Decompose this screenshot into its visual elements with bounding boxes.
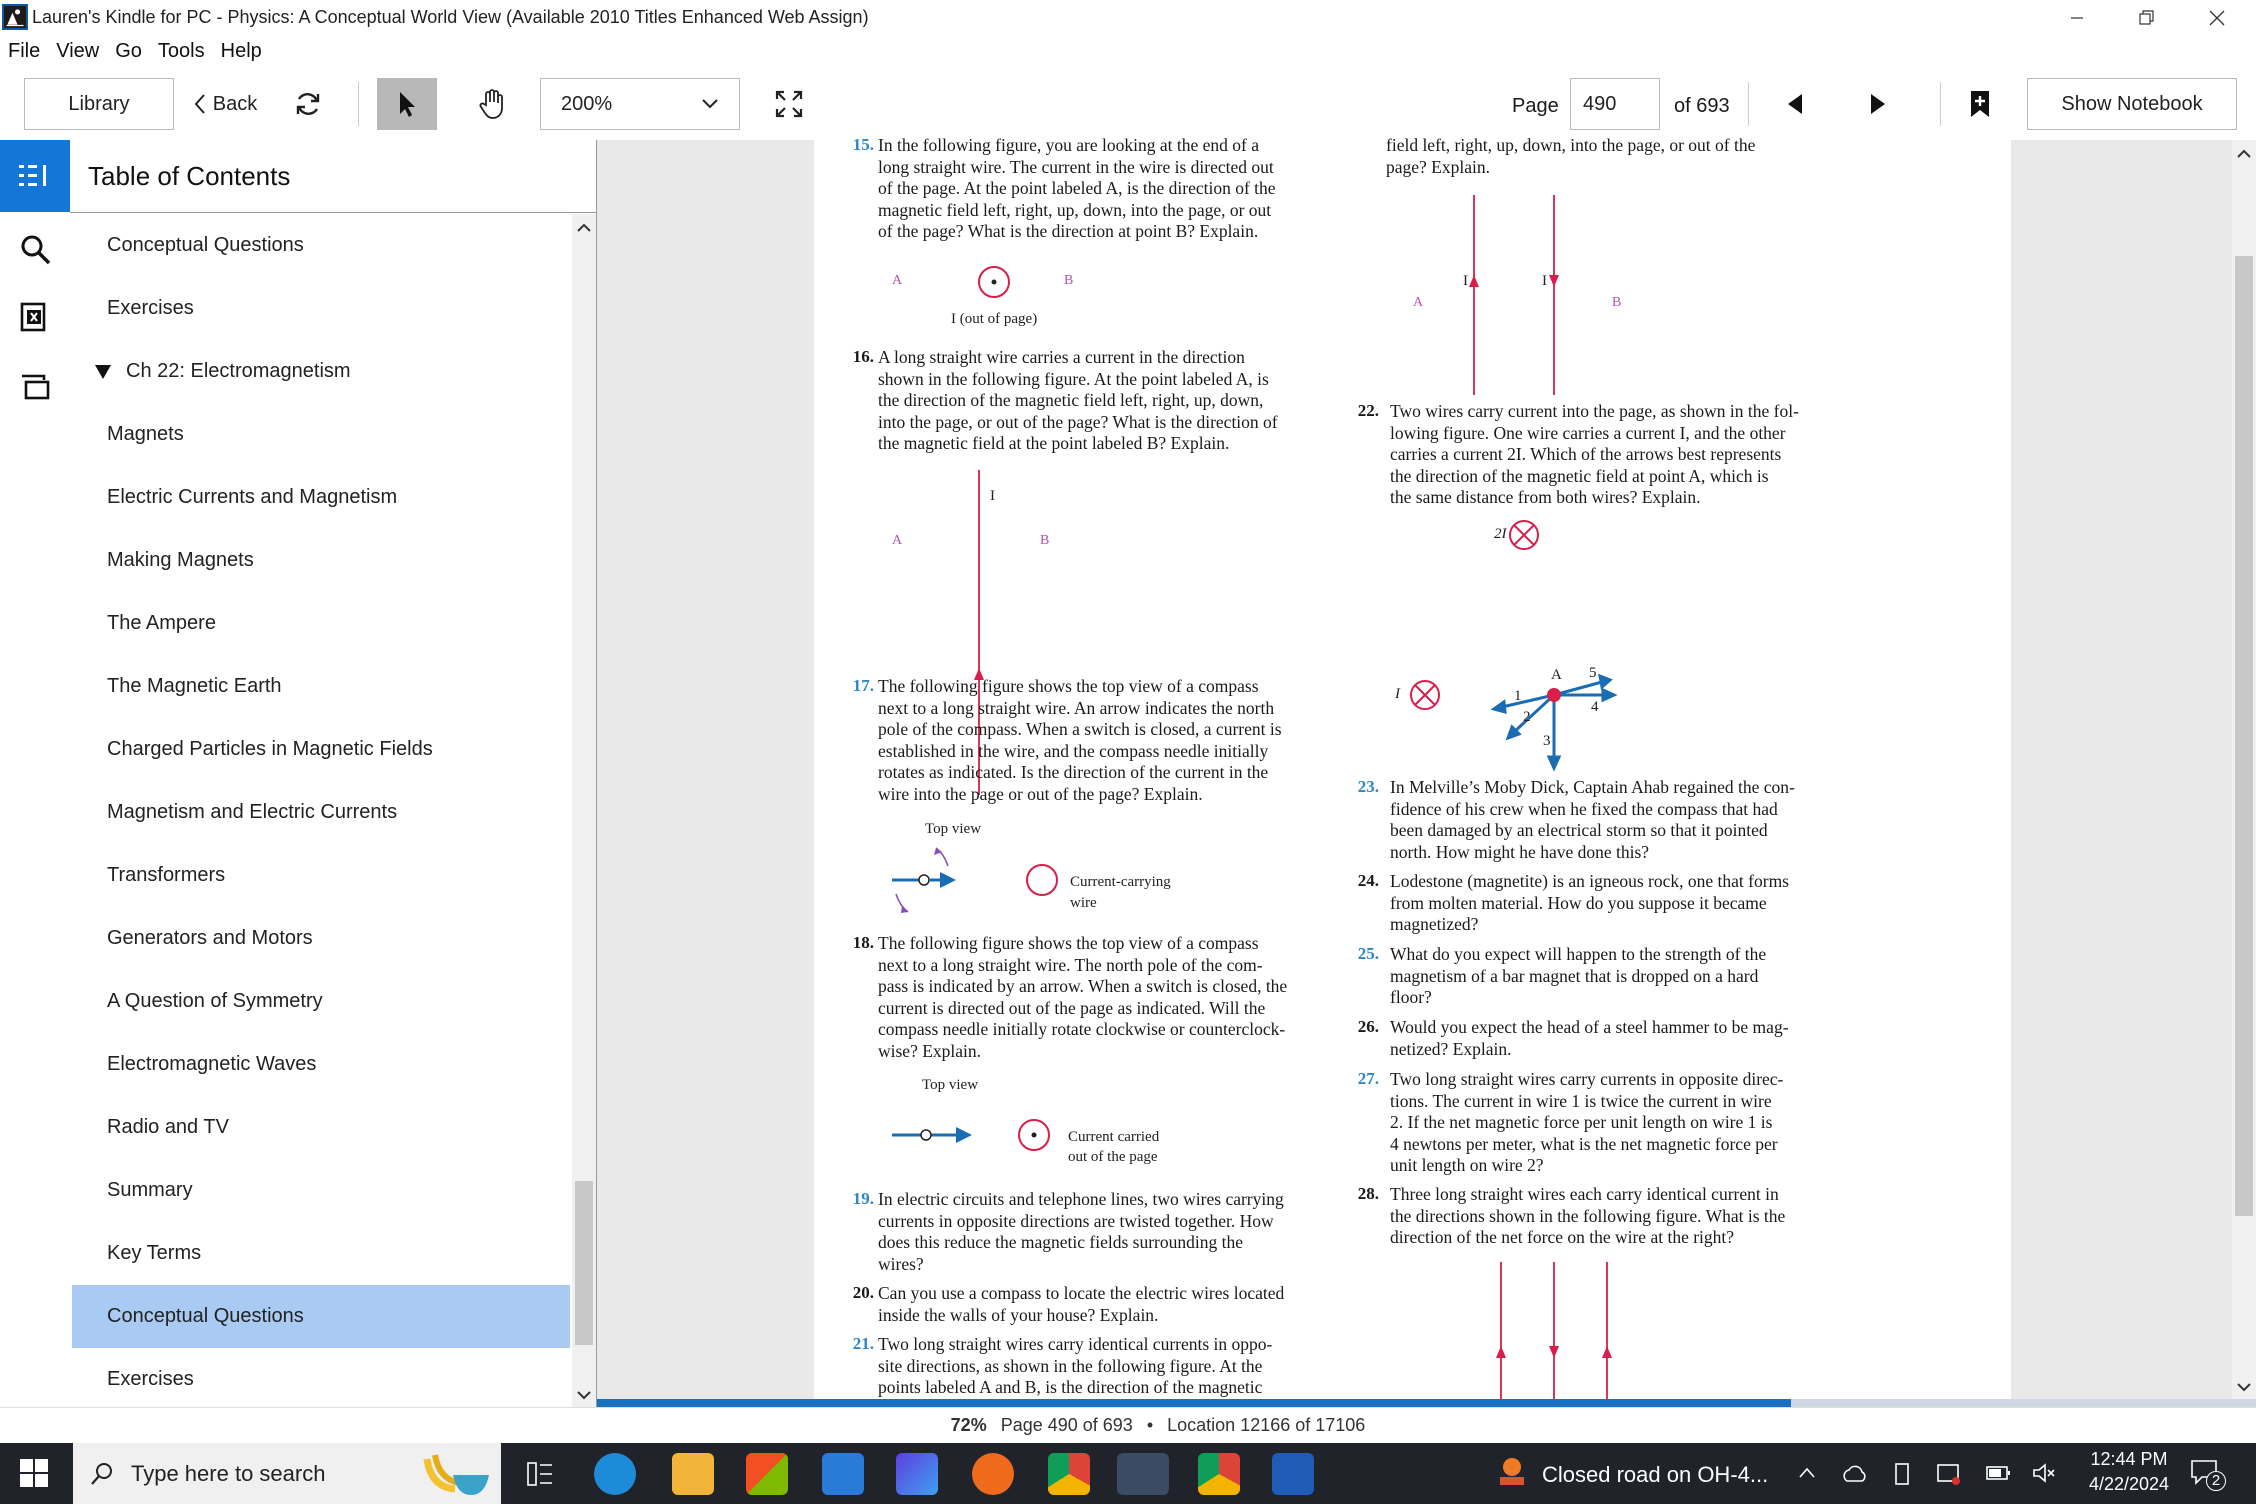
toc-item-conceptual-questions-current[interactable]: Conceptual Questions — [72, 1285, 570, 1348]
toc-list-icon — [19, 162, 51, 190]
wire-label: Current-carrying — [1070, 874, 1171, 890]
status-separator: • — [1146, 1415, 1154, 1435]
question-number: 15. — [852, 135, 874, 154]
toolbar-divider — [1940, 82, 1941, 126]
search-icon[interactable] — [18, 232, 52, 266]
page-status: Page 490 of 693 — [1000, 1415, 1133, 1435]
toc-header: Table of Contents — [70, 140, 596, 213]
battery-icon[interactable] — [1986, 1465, 2012, 1481]
chrome-icon[interactable] — [1048, 1453, 1090, 1495]
clock-time: 12:44 PM — [2090, 1449, 2168, 1469]
question-28-text: Three long straight wires each carry identical current in the directions shown in the following figure. What is the direction of the net force on the wire at the right? — [1390, 1184, 1786, 1248]
figure-label: out of the page — [1068, 1149, 1158, 1165]
current-label: I — [1542, 273, 1547, 289]
chrome-profile-icon[interactable] — [1198, 1453, 1240, 1495]
question-number: 25. — [1357, 944, 1379, 963]
kindle-taskbar-icon[interactable] — [1117, 1453, 1169, 1495]
flashcards-icon[interactable] — [18, 300, 52, 334]
kindle-app-icon — [2, 4, 28, 30]
minimize-icon — [2069, 10, 2085, 26]
wire-into-page-i — [1408, 678, 1442, 712]
triangle-left-icon — [1786, 92, 1804, 116]
progress-percent: 72% — [950, 1415, 987, 1435]
point-b-label: B — [1040, 533, 1050, 548]
current-i-label: I — [1395, 686, 1400, 702]
title-bar — [0, 0, 2256, 36]
toolbar — [0, 68, 2256, 140]
question-16-text: A long straight wire carries a current in the direction shown in the following figure. At the point labeled A, is the direction of the magnetic field left, right, up, down, into the page, or out of the page? What is the direction of the magnetic field at the point labeled B? Explain. — [878, 347, 1278, 454]
restore-icon — [2138, 9, 2156, 27]
fullscreen-button[interactable] — [768, 82, 810, 126]
question-26-text: Would you expect the head of a steel hammer to be mag- netized? Explain. — [1390, 1017, 1789, 1059]
question-number: 26. — [1357, 1017, 1379, 1036]
toc-item-transformers[interactable]: Transformers — [107, 864, 226, 886]
library-button[interactable]: Library — [24, 78, 174, 130]
wire-into-page-2i — [1507, 518, 1541, 552]
toc-item-summary[interactable]: Summary — [107, 1179, 193, 1201]
menu-go[interactable]: Go — [115, 40, 142, 62]
compass-out-of-page-figure — [892, 1110, 1092, 1160]
question-24-text: Lodestone (magnetite) is an igneous rock, one that forms from molten material. How do you suppose it became magnetized? — [1390, 871, 1789, 935]
toc-chapter-label: Ch 22: Electromagnetism — [126, 360, 351, 382]
scroll-down-icon[interactable] — [2232, 1377, 2256, 1397]
question-22-text: Two wires carry current into the page, as shown in the fol- lowing figure. One wire carries a current I, and the other carries a current 2I. Which of the arrows best represents the direction of the magnetic field at point A, which is the same distance from both wires? Explain. — [1390, 401, 1799, 508]
question-number: 19. — [852, 1189, 874, 1208]
toc-scroll-thumb[interactable] — [575, 1181, 593, 1345]
toc-item-exercises-2[interactable]: Exercises — [107, 1368, 194, 1390]
toc-item-symmetry[interactable]: A Question of Symmetry — [107, 990, 323, 1012]
toc-list — [72, 214, 570, 1407]
two-wires-opposite-figure — [1414, 195, 1614, 395]
edge-browser-icon[interactable] — [594, 1453, 636, 1495]
traffic-alert-icon[interactable] — [1494, 1455, 1530, 1491]
page-total: of 693 — [1674, 95, 1730, 117]
three-wires-figure — [1474, 1262, 1634, 1400]
sync-icon — [293, 89, 323, 119]
page-number-input[interactable]: 490 — [1570, 78, 1660, 130]
arrow-1-label: 1 — [1514, 688, 1522, 704]
question-number: 24. — [1357, 871, 1379, 890]
security-alert-icon[interactable] — [1936, 1461, 1962, 1487]
search-placeholder: Type here to search — [131, 1460, 326, 1486]
next-page-button[interactable] — [1858, 82, 1898, 126]
status-line — [0, 1407, 2256, 1443]
compass-rotating-figure — [892, 840, 1092, 920]
sidebar-rail — [0, 140, 70, 1407]
menu-tools[interactable]: Tools — [157, 40, 205, 62]
toc-item-making-magnets[interactable]: Making Magnets — [107, 549, 254, 571]
news-widget-text[interactable]: Closed road on OH-4... — [1542, 1462, 1769, 1487]
question-number: 18. — [852, 933, 874, 952]
reader-area — [597, 135, 2256, 1407]
chevron-up-icon[interactable] — [1797, 1465, 1817, 1481]
word-icon[interactable] — [1272, 1453, 1314, 1495]
toc-panel — [70, 140, 597, 1407]
question-number: 22. — [1357, 401, 1379, 420]
point-a-label: A — [892, 533, 903, 548]
clock-date: 4/22/2024 — [2088, 1474, 2170, 1494]
firefox-icon[interactable] — [972, 1453, 1014, 1495]
question-19-text: In electric circuits and telephone lines, two wires carrying currents in opposite directions are twisted together. How does this reduce the magnetic fields surrounding the wires? — [878, 1189, 1284, 1274]
cursor-arrow-icon — [395, 90, 419, 118]
windows-start-button[interactable] — [20, 1459, 48, 1492]
question-21-continued: field left, right, up, down, into the page, or out of the page? Explain. — [1386, 135, 1756, 177]
bookmark-plus-icon — [1969, 89, 1991, 119]
menu-view[interactable]: View — [56, 40, 100, 62]
question-number: 20. — [852, 1283, 874, 1302]
toc-item-radio-tv[interactable]: Radio and TV — [107, 1116, 229, 1138]
previous-page-button[interactable] — [1775, 82, 1815, 126]
toc-item-magnetism-currents[interactable]: Magnetism and Electric Currents — [107, 801, 398, 823]
triangle-right-icon — [1869, 92, 1887, 116]
windows-logo-icon — [20, 1459, 48, 1487]
windows-taskbar — [0, 1443, 2256, 1504]
notification-count-badge: 2 — [2206, 1471, 2226, 1491]
arrow-2-label: 2 — [1523, 709, 1531, 725]
speaker-muted-icon[interactable] — [2032, 1462, 2058, 1484]
wire-out-of-page-figure — [976, 264, 1012, 300]
reader-scroll-thumb[interactable] — [2235, 256, 2253, 1216]
question-18-text: The following figure shows the top view of a compass next to a long straight wire. The north pole of the com- pass is indicated by an arrow. When a switch is closed, the current is directed out of the page as indicated. Will the compass needle initially rotate clockwise or counterclock- wise? Explain. — [878, 933, 1288, 1061]
scroll-down-icon[interactable] — [572, 1385, 596, 1405]
toc-item-ampere[interactable]: The Ampere — [107, 612, 216, 634]
point-a-label: A — [892, 273, 903, 288]
menu-bar — [0, 36, 2256, 68]
toc-item-charged-particles[interactable]: Charged Particles in Magnetic Fields — [107, 738, 433, 760]
mail-icon[interactable] — [822, 1453, 864, 1495]
scroll-up-icon[interactable] — [2232, 144, 2256, 164]
figure-label: Current carried — [1068, 1129, 1160, 1145]
book-page — [814, 135, 2011, 1400]
question-number: 16. — [852, 347, 874, 366]
question-27-text: Two long straight wires carry currents in opposite direc- tions. The current in wire 1 is twice the current in wire 2. If the net magnetic force per unit length on wire 1 is 4 newtons per meter, what is the net magnetic force per unit length on wire 2? — [1390, 1069, 1784, 1176]
zoom-value: 200% — [561, 92, 613, 115]
taskbar-search-box[interactable] — [73, 1443, 501, 1504]
current-2i-label: 2I — [1494, 526, 1507, 542]
top-view-label: Top view — [922, 1077, 979, 1093]
point-b-label: B — [1064, 273, 1074, 288]
task-view-icon[interactable] — [526, 1461, 554, 1487]
toolbar-divider — [1748, 82, 1749, 126]
toc-item-ch22[interactable] — [72, 340, 570, 403]
arrow-3-label: 3 — [1543, 733, 1551, 749]
arrow-5-label: 5 — [1589, 665, 1597, 681]
reading-progress-bar[interactable] — [597, 1399, 2256, 1407]
question-21-text: Two long straight wires carry identical currents in oppo- site directions, as shown in the following figure. At the points labeled A and B, is the direction of the magnetic — [878, 1334, 1273, 1398]
scroll-up-icon[interactable] — [572, 218, 596, 238]
window-title: Lauren's Kindle for PC - Physics: A Conceptual World View (Available 2010 Titles Enhanced Web Assign) — [32, 7, 869, 27]
question-25-text: What do you expect will happen to the strength of the magnetism of a bar magnet that is dropped on a hard floor? — [1390, 944, 1767, 1008]
field-arrows-figure — [1474, 660, 1624, 780]
copilot-icon[interactable] — [896, 1453, 938, 1495]
question-number: 23. — [1357, 777, 1379, 796]
toc-item-magnetic-earth[interactable]: The Magnetic Earth — [107, 675, 282, 697]
notification-center-button[interactable] — [2190, 1459, 2224, 1489]
restore-button[interactable] — [2112, 0, 2182, 36]
toc-scrollbar[interactable] — [572, 214, 596, 1407]
hand-tool-button[interactable] — [462, 78, 522, 130]
page-label: Page — [1512, 95, 1559, 117]
show-notebook-button[interactable]: Show Notebook — [2027, 78, 2237, 130]
menu-help[interactable]: Help — [220, 40, 262, 62]
top-view-label: Top view — [925, 821, 982, 837]
triangle-down-icon[interactable] — [94, 364, 112, 380]
cloud-sync-icon[interactable] — [1841, 1463, 1869, 1485]
figure-caption: I (out of page) — [951, 311, 1038, 327]
reading-progress-fill — [597, 1399, 1791, 1407]
add-bookmark-button[interactable] — [1960, 82, 2000, 126]
toc-item-generators[interactable]: Generators and Motors — [107, 927, 313, 949]
toc-item-magnets[interactable]: Magnets — [107, 423, 184, 445]
reader-scrollbar[interactable] — [2232, 140, 2256, 1399]
device-icon[interactable] — [1890, 1462, 1914, 1486]
current-label: I — [1463, 273, 1468, 289]
notebook-cards-icon[interactable] — [18, 372, 52, 406]
point-a-label: A — [1413, 295, 1424, 310]
chevron-left-icon — [193, 93, 207, 115]
question-23-text: In Melville’s Moby Dick, Captain Ahab regained the con- fidence of his crew when he fixed the compass that had been damaged by an electrical storm so that it pointed north. How might he have done this? — [1390, 777, 1795, 862]
point-b-label: B — [1612, 295, 1622, 310]
question-number: 17. — [852, 676, 874, 695]
clock[interactable] — [2084, 1449, 2174, 1495]
select-tool-button[interactable] — [377, 78, 437, 130]
arrow-4-label: 4 — [1591, 699, 1599, 715]
toc-item-em-waves[interactable]: Electromagnetic Waves — [107, 1053, 317, 1075]
minimize-button[interactable] — [2042, 0, 2112, 36]
toc-item-exercises[interactable]: Exercises — [107, 297, 194, 319]
question-number: 28. — [1357, 1184, 1379, 1203]
chevron-down-icon — [701, 98, 719, 110]
toc-item-electric-currents[interactable]: Electric Currents and Magnetism — [107, 486, 398, 508]
fullscreen-icon — [775, 90, 803, 118]
toc-item-key-terms[interactable]: Key Terms — [107, 1242, 202, 1264]
close-icon — [2208, 9, 2226, 27]
search-icon — [89, 1461, 115, 1487]
file-explorer-icon[interactable] — [672, 1453, 714, 1495]
question-15-text: In the following figure, you are looking at the end of a long straight wire. The current in the wire is directed out of the page. At the point labeled A, is the direction of the magnetic field left, right, up, down, into the page, or out of the page? What is the direction at point B? Explain. — [878, 135, 1276, 242]
back-label: Back — [212, 92, 258, 115]
table-of-contents-button[interactable] — [0, 140, 70, 212]
point-a-label: A — [1551, 667, 1562, 683]
bananas-bowl-icon — [421, 1449, 491, 1499]
back-button[interactable] — [180, 78, 270, 130]
microsoft-store-icon[interactable] — [746, 1453, 788, 1495]
question-number: 21. — [852, 1334, 874, 1353]
current-label: I — [990, 488, 995, 504]
question-20-text: Can you use a compass to locate the electric wires located inside the walls of your house? Explain. — [878, 1283, 1285, 1325]
toc-item-conceptual-questions[interactable]: Conceptual Questions — [107, 234, 304, 256]
wire-label: wire — [1070, 895, 1097, 911]
sync-button[interactable] — [288, 82, 328, 126]
hand-icon — [477, 88, 507, 120]
question-number: 27. — [1357, 1069, 1379, 1088]
zoom-select[interactable] — [540, 78, 740, 130]
location-status: Location 12166 of 17106 — [1167, 1415, 1366, 1435]
toolbar-divider — [358, 82, 359, 126]
close-button[interactable] — [2182, 0, 2252, 36]
question-17-text: The following figure shows the top view of a compass next to a long straight wire. An arrow indicates the north pole of the compass. When a switch is closed, a current is established in the wire, and the compass needle initially rotates as indicated. Is the direction of the current in the wire into the page or out of the page? Explain. — [878, 676, 1282, 804]
menu-file[interactable]: File — [8, 40, 41, 62]
